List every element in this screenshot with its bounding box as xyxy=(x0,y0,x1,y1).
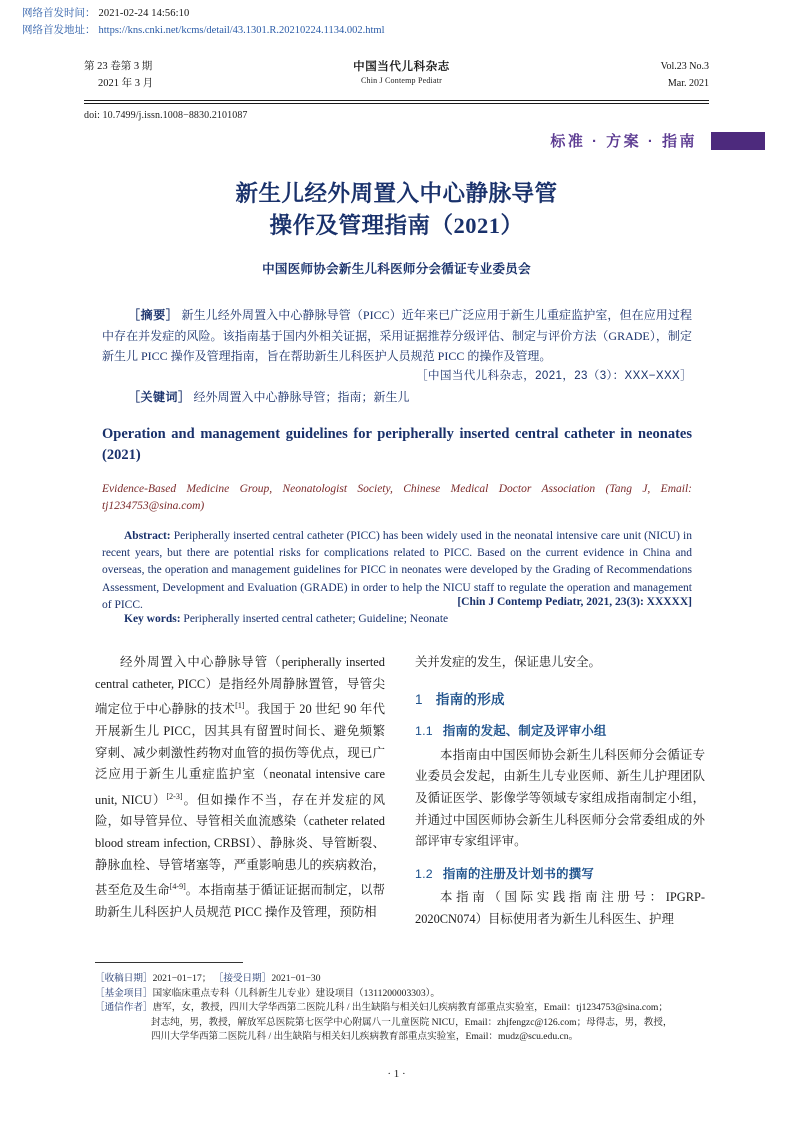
volume-issue-en: Vol.23 No.3 xyxy=(660,61,709,72)
funding-value: 国家临床重点专科（儿科新生儿专业）建设项目（1311200003303）。 xyxy=(152,987,441,999)
reference-marker-1[interactable]: [1] xyxy=(235,701,245,711)
section-number-1-1: 1.1 xyxy=(415,724,433,739)
abstract-en-label: Abstract: xyxy=(124,530,171,542)
footnote-divider xyxy=(95,962,243,963)
abstract-en-text: Peripherally inserted central catheter (PICC) has been widely used in the neonatal intensive care unit (NICU) in recent years, but there are potential risks for complications related to PICC. Based on the current evidence in China and overseas, the operation and management guidelines for PICC in neonates were developed by the Grading of Recommendations Assessment, Development and Evaluation (GRADE) in order to help the NICU staff to regulate the operation and management of PICC. xyxy=(102,530,692,611)
footnote-dates xyxy=(95,972,707,987)
cnki-release-url-row xyxy=(22,22,762,39)
volume-issue-zh: 第 23 卷第 3 期 xyxy=(84,61,153,72)
footnote-corresponding xyxy=(95,1001,707,1016)
intro-text-b: 。我国于 20 世纪 90 年代开展新生儿 PICC，因其具有留置时间长、避免频繁穿刺、减少刺激性药物对血管的损伤等优点，现已广泛应用于新生儿重症监护室（neonatal intensive care unit, NICU） xyxy=(95,702,386,807)
reference-marker-3[interactable]: [4-9] xyxy=(169,882,186,892)
footnote-funding xyxy=(95,987,707,1002)
funding-label: ［基金项目］ xyxy=(95,987,153,999)
section-heading-1-1 xyxy=(415,721,705,743)
cnki-release-url-label: 网络首发地址： xyxy=(22,25,96,36)
received-date-label: ［收稿日期］ xyxy=(95,973,153,984)
section-heading-1-2 xyxy=(415,864,705,886)
running-head-center xyxy=(284,58,519,85)
body-paragraph-intro-continued: 关并发症的发生，保证患儿安全。 xyxy=(415,655,601,669)
body-column-right xyxy=(415,652,705,931)
section-heading-1 xyxy=(415,689,705,711)
section-number-1-2: 1.2 xyxy=(415,866,433,881)
abstract-zh-text: 新生儿经外周置入中心静脉导管（PICC）近年来已广泛应用于新生儿重症监护室，但在应用过程中存在并发症的风险。该指南基于国内外相关证据，采用证据推荐分级评估、制定与评价方法（GRADE），制定新生儿 PICC 操作及管理指南，旨在帮助新生儿科医护人员规范 PICC 的操作及管理。 xyxy=(102,308,693,364)
category-tag xyxy=(550,130,765,151)
header-divider xyxy=(84,100,709,104)
keywords-zh-text: 经外周置入中心静脉导管；指南；新生儿 xyxy=(193,390,410,404)
keywords-en-label: Key words: xyxy=(124,613,181,625)
reference-marker-2[interactable]: [2-3] xyxy=(166,791,183,801)
abstract-zh-label: ［摘要］ xyxy=(128,308,179,322)
abstract-zh xyxy=(102,305,692,367)
page-title-en: Operation and management guidelines for peripherally inserted central catheter in neonates (2021) xyxy=(102,426,692,463)
accepted-date-value: 2021−01−30 xyxy=(271,973,321,984)
category-label: 标准 · 方案 · 指南 xyxy=(550,133,697,150)
section-number-1: 1 xyxy=(415,691,423,707)
cnki-release-time-value: 2021-02-24 14:56:10 xyxy=(98,8,190,19)
section-title-1: 指南的形成 xyxy=(435,691,505,707)
running-head-right xyxy=(589,58,709,92)
accepted-date-label: ［接受日期］ xyxy=(213,973,272,984)
doi-line: doi: 10.7499/j.issn.1008−8830.2101087 xyxy=(84,110,248,121)
issue-date-zh: 2021 年 3 月 xyxy=(98,78,154,89)
footnote-block xyxy=(95,972,707,1045)
footnote-corresponding-line3: 四川大学华西第二医院儿科 / 出生缺陷与相关妇儿疾病教育部重点实验室，Email：mudz@scu.edu.cn。 xyxy=(151,1031,579,1043)
section-1-1-paragraph: 本指南由中国医师协会新生儿科医师分会循证专业委员会发起，由新生儿专业医师、新生儿护理团队及循证医学、影像学等领域专家组成指南制定小组，并通过中国医师协会新生儿科医师分会常委组成的外部评审专家组评审。 xyxy=(415,747,705,849)
page-title-zh-line1: 新生儿经外周置入中心静脉导管 xyxy=(235,181,558,206)
affiliation-en: Evidence-Based Medicine Group, Neonatologist Society, Chinese Medical Doctor Association (Tang J, Email: tj1234753@sina.com) xyxy=(102,483,692,512)
page-title-zh-line2: 操作及管理指南（2021） xyxy=(269,213,524,238)
cnki-release-time-row xyxy=(22,5,762,22)
footnote-corresponding-line2: 封志纯，男，教授，解放军总医院第七医学中心附属八一儿童医院 NICU，Email：zhjfengzc@126.com；母得志，男，教授， xyxy=(151,1016,673,1028)
section-1-2-paragraph: 本指南（国际实践指南注册号：IPGRP-2020CN074）目标使用者为新生儿科医生、护理 xyxy=(415,890,705,926)
cnki-first-release-header xyxy=(22,5,762,39)
intro-text-a: 经外周置入中心静脉导管（peripherally inserted central catheter, PICC）是指经外周静脉置管，导管尖端定位于中心静脉的技术 xyxy=(95,655,385,717)
citation-zh: ［中国当代儿科杂志，2021，23（3）：XXX−XXX］ xyxy=(416,370,692,382)
corresponding-author-label: ［通信作者］ xyxy=(95,1002,153,1014)
running-head-left xyxy=(84,58,274,92)
body-paragraph-intro xyxy=(95,652,385,924)
page-title-zh xyxy=(84,178,709,242)
cnki-release-time-label: 网络首发时间： xyxy=(22,8,96,19)
issue-date-en: Mar. 2021 xyxy=(667,78,709,89)
journal-name-zh: 中国当代儿科杂志 xyxy=(353,61,450,73)
journal-name-en: Chin J Contemp Pediatr xyxy=(360,76,443,85)
corresponding-author-line1: 唐军，女，教授，四川大学华西第二医院儿科 / 出生缺陷与相关妇儿疾病教育部重点实验室，Email：tj1234753@sina.com； xyxy=(152,1002,668,1014)
intro-text-d: 。本指南基于循证证据而制定，以帮助新生儿科医护人员规范 PICC 操作及管理，预防相 xyxy=(95,883,386,919)
page-number: · 1 · xyxy=(387,1068,406,1080)
citation-en: [Chin J Contemp Pediatr, 2021, 23(3): XXXXX] xyxy=(457,596,692,608)
body-column-left xyxy=(95,652,385,924)
keywords-en xyxy=(102,613,692,625)
received-date-value: 2021−01−17； xyxy=(152,973,212,984)
byline-zh: 中国医师协会新生儿科医师分会循证专业委员会 xyxy=(262,262,531,276)
section-title-1-2: 指南的注册及计划书的撰写 xyxy=(442,866,594,881)
keywords-zh xyxy=(102,388,692,405)
keywords-zh-label: ［关键词］ xyxy=(128,390,191,404)
cnki-release-url-link[interactable]: https://kns.cnki.net/kcms/detail/43.1301.R.20210224.1134.002.html xyxy=(98,25,385,36)
section-title-1-1: 指南的发起、制定及评审小组 xyxy=(442,724,607,739)
running-head xyxy=(84,58,709,100)
intro-text-c: 。但如操作不当，存在并发症的风险，如导管异位、导管相关血流感染（catheter related blood stream infection, CRBSI）、静脉炎、导管断裂、静脉血栓、导管堵塞等，严重影响患儿的疾病救治，甚至危及生命 xyxy=(95,792,385,898)
keywords-en-text: Peripherally inserted central catheter; Guideline; Neonate xyxy=(183,613,449,625)
category-color-block xyxy=(711,132,765,150)
